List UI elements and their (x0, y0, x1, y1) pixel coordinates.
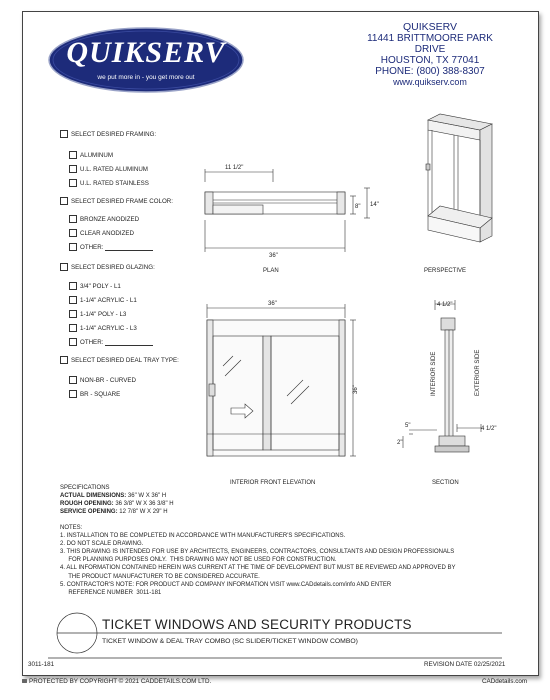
plan-drawing (195, 160, 395, 260)
section-dim-bottom: 4 1/2" (481, 426, 497, 432)
option-glazing-other[interactable]: OTHER: (69, 338, 153, 346)
spec-service (60, 508, 174, 516)
section-interior-side: INTERIOR SIDE (431, 351, 437, 396)
option-glazing-2[interactable]: 1-1/4" ACRYLIC - L1 (69, 296, 137, 304)
notes (60, 524, 480, 597)
copyright-text: PROTECTED BY COPYRIGHT © 2021 CADDETAILS.COM LTD. (29, 678, 212, 685)
option-glazing-1[interactable]: 3/4" POLY - L1 (69, 282, 121, 290)
frame-color-checkbox[interactable] (60, 197, 68, 205)
company-address: 11441 BRITTMOORE PARK DRIVE (367, 33, 493, 55)
checkbox[interactable] (69, 229, 77, 237)
option-ul-aluminum[interactable]: U.L. RATED ALUMINUM (69, 165, 148, 173)
perspective-label: PERSPECTIVE (424, 268, 467, 274)
frame-color-header[interactable]: SELECT DESIRED FRAME COLOR: (60, 197, 173, 205)
section-dim-top: 4 1/2" (437, 302, 453, 308)
checkbox[interactable] (69, 165, 77, 173)
note-item: 2. DO NOT SCALE DRAWING. (60, 541, 144, 548)
copyright-notice (22, 678, 211, 685)
option-clear[interactable]: CLEAR ANODIZED (69, 229, 134, 237)
checkbox[interactable] (69, 282, 77, 290)
option-glazing-3[interactable]: 1-1/4" POLY - L3 (69, 310, 126, 318)
note-item: FOR PLANNING PURPOSES ONLY. THIS DRAWING MAY NOT BE USED FOR CONSTRUCTION. (60, 557, 337, 564)
option-br-square[interactable]: BR - SQUARE (69, 390, 120, 398)
option-aluminum[interactable]: ALUMINUM (69, 151, 113, 159)
plan-dim-outer: 14" (370, 202, 379, 208)
svg-text:QUIKSERV: QUIKSERV (66, 36, 226, 69)
framing-header[interactable]: SELECT DESIRED FRAMING: (60, 130, 156, 138)
company-city: HOUSTON, TX 77041 (380, 55, 480, 66)
deal-tray-checkbox[interactable] (60, 356, 68, 364)
lock-icon (22, 679, 27, 683)
spec-rough-label: ROUGH OPENING: (60, 501, 114, 507)
spec-actual-label: ACTUAL DIMENSIONS: (60, 493, 127, 499)
elevation-drawing (195, 296, 365, 476)
section-label: SECTION (432, 480, 459, 486)
spec-service-label: SERVICE OPENING: (60, 509, 118, 515)
elevation-label: INTERIOR FRONT ELEVATION (230, 480, 316, 486)
specs-heading: SPECIFICATIONS (60, 485, 110, 491)
title-sub: TICKET WINDOW & DEAL TRAY COMBO (SC SLIDER/TICKET WINDOW COMBO) (102, 638, 358, 645)
plan-dim-inner: 8" (355, 204, 361, 210)
section-dim-tray: 5" (405, 423, 411, 429)
checkbox[interactable] (69, 215, 77, 223)
elevation-dim-height: 36" (353, 385, 359, 394)
company-website[interactable]: www.quikserv.com (393, 77, 467, 87)
option-ul-stainless[interactable]: U.L. RATED STAINLESS (69, 179, 149, 187)
checkbox[interactable] (69, 179, 77, 187)
revision-date: REVISION DATE 02/25/2021 (424, 661, 506, 668)
other-blank[interactable] (105, 339, 153, 346)
plan-dim-depth-left: 11 1/2" (225, 165, 244, 171)
checkbox[interactable] (69, 310, 77, 318)
spec-actual-value: 36" W X 36" H (127, 493, 167, 499)
checkbox[interactable] (69, 151, 77, 159)
checkbox[interactable] (69, 376, 77, 384)
quikserv-logo (48, 27, 244, 93)
caddetails-link[interactable]: CADdetails.com (482, 678, 528, 685)
glazing-header[interactable]: SELECT DESIRED GLAZING: (60, 263, 155, 271)
note-item: 4. ALL INFORMATION CONTAINED HEREIN WAS CURRENT AT THE TIME OF DEVELOPMENT BUT MUST BE REVIEWED AND APPROVED BY (60, 565, 456, 572)
other-blank[interactable] (105, 244, 153, 251)
spec-rough (60, 500, 174, 508)
note-item: 5. CONTRACTOR'S NOTE: FOR PRODUCT AND COMPANY INFORMATION VISIT www.CADdetails.com/info AND ENTER (60, 581, 392, 588)
option-glazing-4[interactable]: 1-1/4" ACRYLIC - L3 (69, 324, 137, 332)
framing-checkbox[interactable] (60, 130, 68, 138)
deal-tray-header[interactable]: SELECT DESIRED DEAL TRAY TYPE: (60, 356, 179, 364)
note-item: 3. THIS DRAWING IS INTENDED FOR USE BY ARCHITECTS, ENGINEERS, CONTRACTORS, CONSULTANTS AND DESIGN PROFESSIONALS (60, 549, 455, 556)
specifications (60, 484, 174, 516)
glazing-checkbox[interactable] (60, 263, 68, 271)
plan-dim-width: 36" (269, 253, 278, 259)
reference-number: 3011-181 (28, 661, 55, 668)
checkbox[interactable] (69, 296, 77, 304)
section-drawing (395, 296, 505, 476)
checkbox[interactable] (69, 324, 77, 332)
note-item: REFERENCE NUMBER 3011-181 (60, 589, 162, 596)
plan-label: PLAN (263, 268, 279, 274)
elevation-dim-width: 36" (268, 301, 277, 307)
checkbox[interactable] (69, 338, 77, 346)
checkbox[interactable] (69, 390, 77, 398)
option-color-other[interactable]: OTHER: (69, 243, 153, 251)
spec-rough-value: 36 3/8" W X 36 3/8" H (115, 501, 174, 507)
notes-heading: NOTES: (60, 525, 83, 531)
spec-service-value: 12 7/8" W X 29" H (119, 509, 168, 515)
company-phone: PHONE: (800) 388-8307 (375, 66, 485, 77)
note-item: 1. INSTALLATION TO BE COMPLETED IN ACCORDANCE WITH MANUFACTURER'S SPECIFICATIONS. (60, 533, 346, 540)
option-non-br[interactable]: NON-BR - CURVED (69, 376, 136, 384)
note-item: THE PRODUCT MANUFACTURER TO BE CONSIDERED ACCURATE. (60, 573, 260, 580)
section-exterior-side: EXTERIOR SIDE (475, 349, 481, 396)
company-info (355, 22, 505, 88)
title-main: TICKET WINDOWS AND SECURITY PRODUCTS (102, 617, 412, 632)
checkbox[interactable] (69, 243, 77, 251)
company-name: QUIKSERV (402, 21, 458, 33)
option-bronze[interactable]: BRONZE ANODIZED (69, 215, 139, 223)
spec-actual (60, 492, 174, 500)
perspective-drawing (410, 108, 510, 258)
svg-text:we put more in - you get more: we put more in - you get more out (97, 74, 195, 81)
section-dim-lip: 2" (397, 440, 403, 446)
